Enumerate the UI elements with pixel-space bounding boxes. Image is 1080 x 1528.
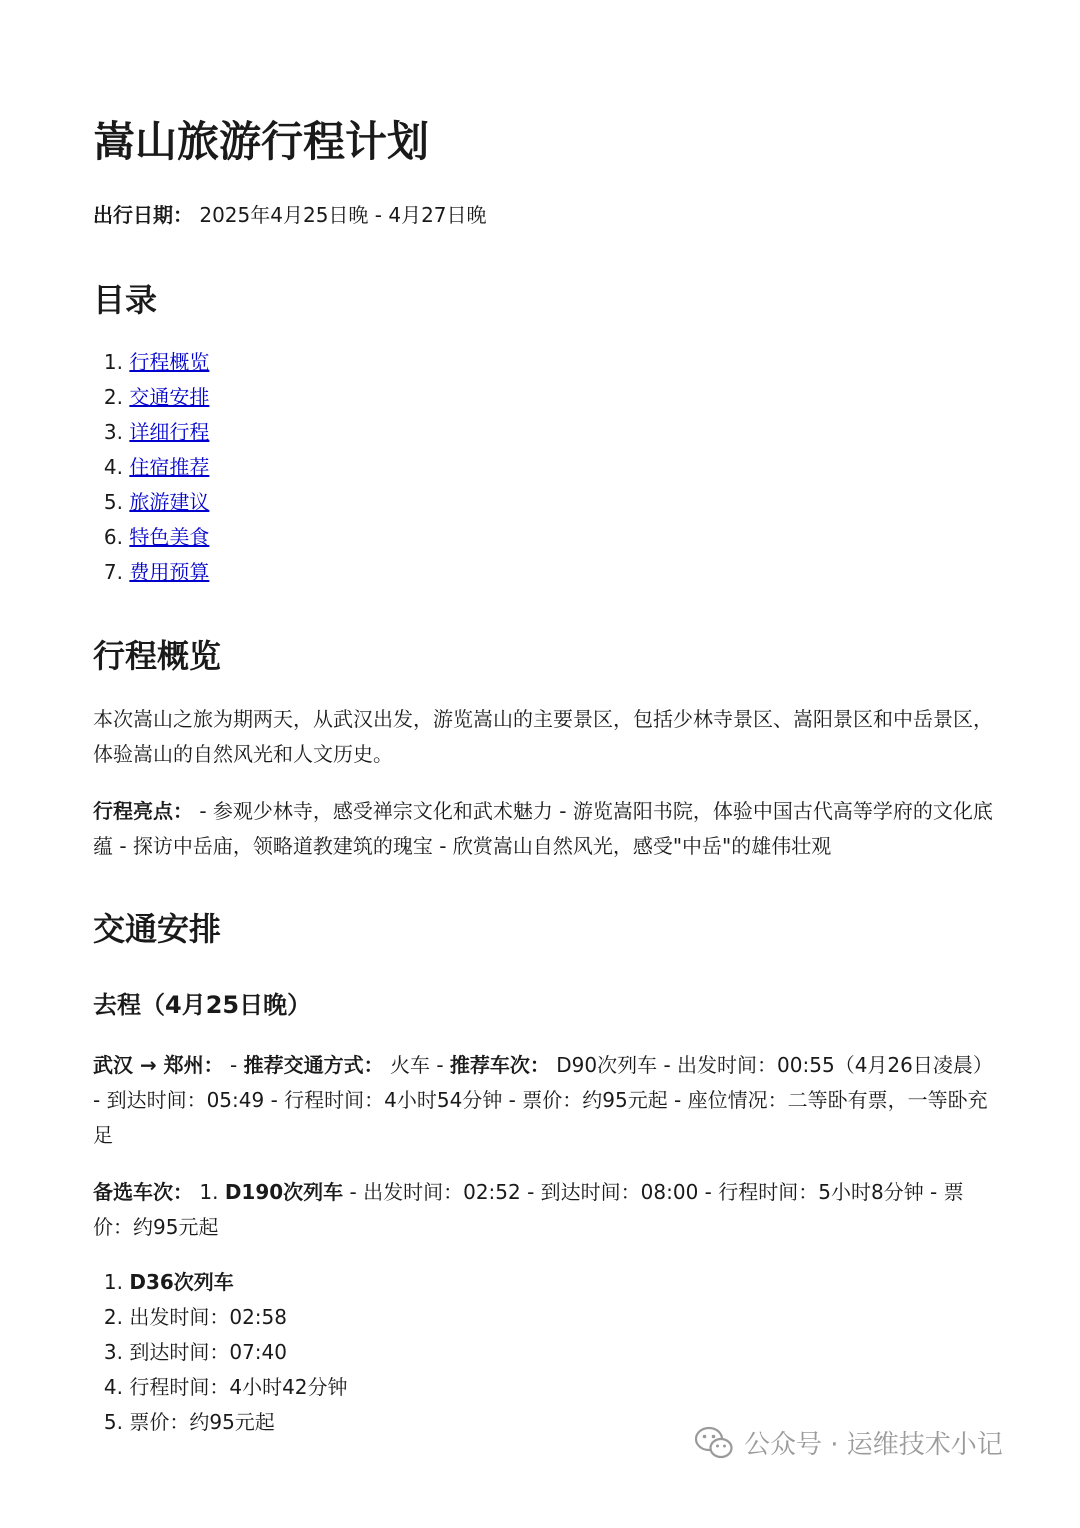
list-item-text: D36次列车 xyxy=(129,1270,234,1294)
outbound-heading: 去程（4月25日晚） xyxy=(93,991,312,1019)
list-item: 5. 票价：约95元起 xyxy=(103,1410,275,1434)
route-label: 武汉 → 郑州： xyxy=(93,1053,224,1077)
toc-link-transport[interactable]: 交通安排 xyxy=(129,385,210,409)
list-item: 1. D36次列车 xyxy=(103,1270,234,1294)
transport-heading: 交通安排 xyxy=(93,910,222,948)
toc-link-tips[interactable]: 旅游建议 xyxy=(129,490,210,514)
overview-highlights xyxy=(93,794,993,864)
highlights-label: 行程亮点： xyxy=(93,799,193,823)
mode-label: 推荐交通方式： xyxy=(243,1053,384,1077)
toc-link-budget[interactable]: 费用预算 xyxy=(129,560,210,584)
watermark xyxy=(694,1424,1003,1461)
list-item-text: 到达时间：07:40 xyxy=(129,1340,287,1364)
toc-item: 7. 费用预算 xyxy=(103,560,210,584)
toc-link-itinerary[interactable]: 详细行程 xyxy=(129,420,210,444)
toc-item: 3. 详细行程 xyxy=(103,420,210,444)
toc-link-accommodation[interactable]: 住宿推荐 xyxy=(129,455,210,479)
alt-num: 1. xyxy=(199,1180,219,1204)
toc-link-overview[interactable]: 行程概览 xyxy=(129,350,210,374)
toc-item: 6. 特色美食 xyxy=(103,525,210,549)
list-item: 4. 行程时间：4小时42分钟 xyxy=(103,1375,348,1399)
page-title: 嵩山旅游行程计划 xyxy=(93,117,430,166)
toc-link-food[interactable]: 特色美食 xyxy=(129,525,210,549)
overview-heading: 行程概览 xyxy=(93,637,222,675)
train-value: D90次列车 - 出发时间：00:55（4月26日凌晨） - 到达时间：05:49 - 行程时间：4小时54分钟 - 票价：约95元起 - 座位情况：二等卧有票，一等卧充足 xyxy=(93,1053,993,1147)
alt-label: 备选车次： xyxy=(93,1180,193,1204)
outbound-route: 武汉 → 郑州： - 推荐交通方式： 火车 - 推荐车次： D90次列车 - 出发时间：00:55（4月26日凌晨） - 到达时间：05:49 - 行程时间：4小时54分钟 - 票价：约95元起 - 座位情况：二等卧有票，一等卧充足 xyxy=(93,1053,993,1147)
alt-train-list xyxy=(69,1265,348,1440)
toc-list xyxy=(69,345,209,590)
toc-item: 5. 旅游建议 xyxy=(103,490,210,514)
mode-value: 火车 - xyxy=(389,1053,444,1077)
overview-intro: 本次嵩山之旅为期两天，从武汉出发，游览嵩山的主要景区，包括少林寺景区、嵩阳景区和中岳景区，体验嵩山的自然风光和人文历史。 xyxy=(93,707,993,766)
toc-item: 1. 行程概览 xyxy=(103,350,210,374)
highlights-text: - 参观少林寺，感受禅宗文化和武术魅力 - 游览嵩阳书院，体验中国古代高等学府的文化底蕴 - 探访中岳庙，领略道教建筑的瑰宝 - 欣赏嵩山自然风光，感受"中岳"的雄伟壮观 xyxy=(93,799,993,858)
alt-train: D190次列车 xyxy=(224,1180,344,1204)
travel-date-label: 出行日期： xyxy=(93,203,193,227)
train-label: 推荐车次： xyxy=(449,1053,550,1077)
toc-item: 4. 住宿推荐 xyxy=(103,455,210,479)
toc-heading: 目录 xyxy=(93,281,158,319)
list-item: 3. 到达时间：07:40 xyxy=(103,1340,287,1364)
wechat-icon xyxy=(694,1425,734,1461)
list-item-text: 票价：约95元起 xyxy=(129,1410,275,1434)
travel-date xyxy=(93,198,993,233)
alternative-trains xyxy=(93,1175,993,1245)
list-item-text: 出发时间：02:58 xyxy=(129,1305,287,1329)
list-item-text: 行程时间：4小时42分钟 xyxy=(129,1375,348,1399)
watermark-text: 公众号 · 运维技术小记 xyxy=(744,1430,1003,1460)
alt-text: - 出发时间：02:52 - 到达时间：08:00 - 行程时间：5小时8分钟 - 票价：约95元起 xyxy=(93,1180,964,1239)
list-item: 2. 出发时间：02:58 xyxy=(103,1305,287,1329)
toc-item: 2. 交通安排 xyxy=(103,385,210,409)
travel-date-value: 2025年4月25日晚 - 4月27日晚 xyxy=(199,203,487,227)
